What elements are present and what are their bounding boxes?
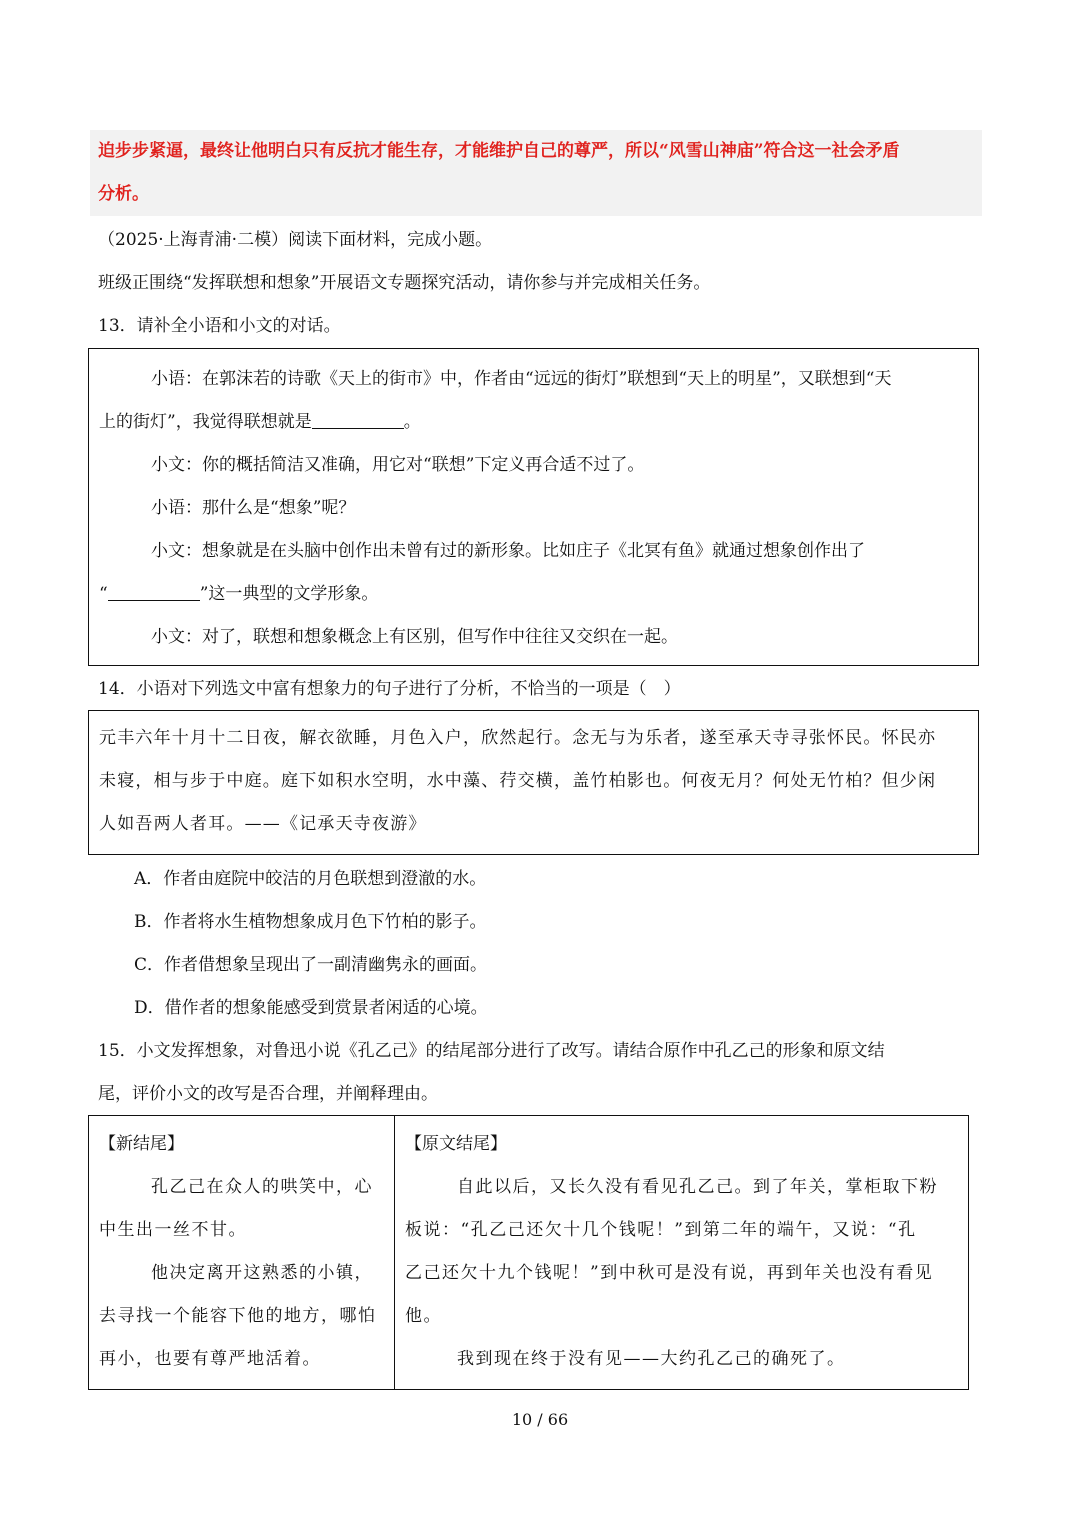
original-ending-line: 我到现在终于没有见——大约孔乙己的确死了。 [457, 1349, 846, 1369]
option-c[interactable]: C．作者借想象呈现出了一副清幽隽永的画面。 [134, 955, 488, 975]
passage-line: 元丰六年十月十二日夜，解衣欲睡，月色入户，欣然起行。念无与为乐者，遂至承天寺寻张怀民。怀民亦 [99, 728, 937, 748]
answer-line-2: 分析。 [98, 184, 149, 204]
page-number: 10 / 66 [511, 1410, 569, 1429]
new-ending-line: 再小，也要有尊严地活着。 [99, 1349, 321, 1369]
option-d[interactable]: D．借作者的想象能感受到赏景者闲适的心境。 [134, 998, 488, 1018]
intro-line: 班级正围绕“发挥联想和想象”开展语文专题探究活动，请你参与并完成相关任务。 [98, 273, 711, 293]
new-ending-line: 去寻找一个能容下他的地方，哪怕 [99, 1306, 377, 1326]
dialog-line: 小文：你的概括简洁又准确，用它对“联想”下定义再合适不过了。 [151, 455, 645, 475]
original-ending-column [395, 1116, 968, 1389]
answer-blank[interactable] [312, 410, 404, 429]
answer-blank[interactable] [108, 582, 200, 601]
new-ending-header: 【新结尾】 [99, 1134, 184, 1154]
original-ending-line: 自此以后，又长久没有看见孔乙己。到了年关，掌柜取下粉 [457, 1177, 938, 1197]
dialog-line [99, 401, 978, 444]
q15-prompt-line-2: 尾，评价小文的改写是否合理，并阐释理由。 [98, 1084, 438, 1104]
q14-passage-box [88, 710, 979, 855]
q13-dialog-box [88, 348, 979, 666]
dialog-line [99, 573, 978, 616]
ending-comparison-table [88, 1115, 969, 1390]
new-ending-line: 他决定离开这熟悉的小镇， [151, 1263, 373, 1283]
dialog-line: 小语：那什么是“想象”呢？ [151, 498, 356, 518]
original-ending-line: 板说：“孔乙己还欠十几个钱呢！”到第二年的端午，又说：“孔 [405, 1220, 917, 1240]
source-line: （2025·上海青浦·二模）阅读下面材料，完成小题。 [98, 230, 493, 250]
q13-prompt: 13．请补全小语和小文的对话。 [98, 316, 341, 336]
passage-line: 未寝，相与步于中庭。庭下如积水空明，水中藻、荇交横，盖竹柏影也。何夜无月？何处无竹柏？但少闲 [99, 771, 937, 791]
dialog-text: ”这一典型的文学形象。 [199, 584, 379, 604]
dialog-line: 小文：想象就是在头脑中创作出未曾有过的新形象。比如庄子《北冥有鱼》就通过想象创作出了 [151, 541, 865, 561]
new-ending-line: 中生出一丝不甘。 [99, 1220, 247, 1240]
new-ending-line: 孔乙己在众人的哄笑中，心 [151, 1177, 373, 1197]
dialog-text: 上的街灯”，我觉得联想就是 [99, 412, 312, 432]
dialog-line: 小文：对了，联想和想象概念上有区别，但写作中往往又交织在一起。 [151, 627, 678, 647]
option-a[interactable]: A．作者由庭院中皎洁的月色联想到澄澈的水。 [134, 869, 487, 889]
option-b[interactable]: B．作者将水生植物想象成月色下竹柏的影子。 [134, 912, 487, 932]
q15-prompt-line-1: 15．小文发挥想象，对鲁迅小说《孔乙己》的结尾部分进行了改写。请结合原作中孔乙己的形象和原文结 [98, 1041, 885, 1061]
new-ending-column [89, 1116, 395, 1389]
dialog-text: 。 [403, 412, 421, 432]
original-ending-header: 【原文结尾】 [405, 1134, 507, 1154]
passage-line: 人如吾两人者耳。——《记承天寺夜游》 [99, 814, 427, 834]
dialog-text: “ [99, 584, 108, 604]
answer-line-1: 迫步步紧逼，最终让他明白只有反抗才能生存，才能维护自己的尊严，所以“风雪山神庙”符合这一社会矛盾 [98, 141, 900, 161]
original-ending-line: 他。 [405, 1306, 442, 1326]
q14-prompt: 14．小语对下列选文中富有想象力的句子进行了分析，不恰当的一项是（ ） [98, 679, 681, 699]
original-ending-line: 乙己还欠十九个钱呢！”到中秋可是没有说，再到年关也没有看见 [405, 1263, 934, 1283]
answer-continuation-box [90, 130, 982, 216]
dialog-line: 小语：在郭沫若的诗歌《天上的街市》中，作者由“远远的街灯”联想到“天上的明星”，又联想到“天 [151, 369, 892, 389]
